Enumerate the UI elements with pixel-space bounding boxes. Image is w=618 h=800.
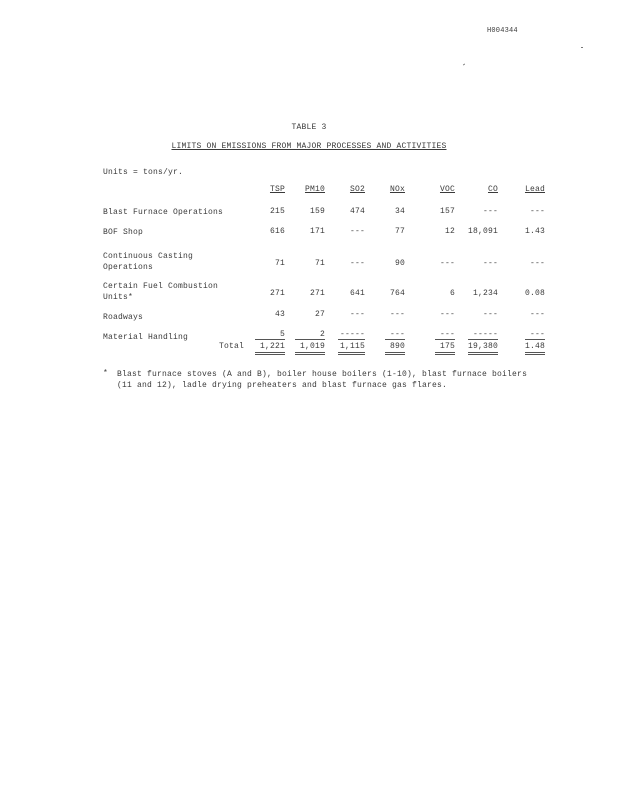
table-cell: 71 [274, 259, 285, 268]
units-note: Units = tons/yr. [103, 168, 184, 177]
footnote-text: Blast furnace stoves (A and B), boiler house boilers (1-10), blast furnace boilers (11 and 12), ladle drying preheaters and blast furnace gas flares. [117, 370, 528, 390]
row-label: Roadways [103, 313, 144, 322]
total-cell: 1,221 [259, 342, 285, 351]
column-header-lead: Lead [524, 185, 545, 194]
table-cell: 43 [274, 310, 285, 319]
column-header-nox: NOx [389, 185, 405, 194]
table-title: TABLE 3 [291, 123, 327, 132]
table-cell: 1.43 [524, 227, 545, 236]
total-cell: 1,019 [299, 342, 325, 351]
total-rule [295, 339, 325, 340]
table-cell: 71 [314, 259, 325, 268]
total-double-rule [468, 352, 498, 355]
table-cell: --- [439, 330, 455, 339]
table-cell: --- [529, 259, 545, 268]
document-id: H004344 [487, 27, 518, 35]
table-cell: 1,234 [472, 289, 498, 298]
total-double-rule [435, 352, 455, 355]
total-double-rule [255, 352, 285, 355]
total-double-rule [295, 352, 325, 355]
scan-speck [463, 63, 465, 65]
column-header-tsp: TSP [269, 185, 285, 194]
column-header-pm10: PM10 [304, 185, 325, 194]
total-double-rule [525, 352, 545, 355]
table-cell: 5 [279, 330, 285, 339]
total-rule [385, 339, 405, 340]
table-subtitle: LIMITS ON EMISSIONS FROM MAJOR PROCESSES AND ACTIVITIES [171, 142, 447, 151]
table-cell: --- [389, 310, 405, 319]
table-cell: 159 [309, 207, 325, 216]
table-cell: 77 [394, 227, 405, 236]
table-cell: --- [482, 310, 498, 319]
table-cell: --- [349, 227, 365, 236]
total-rule [338, 339, 365, 340]
table-cell: --- [389, 330, 405, 339]
table-cell: --- [439, 310, 455, 319]
table-cell: 6 [449, 289, 455, 298]
table-cell: 271 [269, 289, 285, 298]
table-cell: --- [349, 259, 365, 268]
table-cell: ----- [339, 330, 365, 339]
total-rule [435, 339, 455, 340]
table-cell: --- [482, 207, 498, 216]
total-cell: 1,115 [339, 342, 365, 351]
scan-speck [581, 47, 583, 48]
total-rule [468, 339, 498, 340]
table-cell: 171 [309, 227, 325, 236]
table-cell: 12 [444, 227, 455, 236]
column-header-voc: VOC [439, 185, 455, 194]
table-cell: --- [529, 207, 545, 216]
column-header-so2: SO2 [349, 185, 365, 194]
total-rule [525, 339, 545, 340]
table-cell: 27 [314, 310, 325, 319]
row-label: Continuous Casting Operations [103, 252, 194, 272]
table-cell: --- [482, 259, 498, 268]
table-cell: --- [439, 259, 455, 268]
total-cell: 19,380 [467, 342, 498, 351]
footnote-marker: * [103, 369, 109, 378]
row-label: BOF Shop [103, 228, 144, 237]
total-double-rule [385, 352, 405, 355]
table-cell: 34 [394, 207, 405, 216]
row-label: Certain Fuel Combustion Units* [103, 282, 219, 302]
table-cell: --- [529, 330, 545, 339]
table-cell: ----- [472, 330, 498, 339]
row-label: Blast Furnace Operations [103, 208, 224, 217]
table-cell: 215 [269, 207, 285, 216]
table-cell: 271 [309, 289, 325, 298]
column-header-co: CO [487, 185, 498, 194]
table-cell: 18,091 [467, 227, 498, 236]
table-cell: 641 [349, 289, 365, 298]
total-cell: 890 [389, 342, 405, 351]
total-double-rule [338, 352, 365, 355]
table-cell: 2 [319, 330, 325, 339]
total-cell: 175 [439, 342, 455, 351]
total-rule [255, 339, 285, 340]
row-label: Material Handling [103, 333, 189, 342]
table-cell: 157 [439, 207, 455, 216]
table-cell: 0.08 [524, 289, 545, 298]
table-cell: 90 [394, 259, 405, 268]
total-label: Total [219, 342, 245, 351]
table-cell: 616 [269, 227, 285, 236]
table-cell: --- [349, 310, 365, 319]
total-cell: 1.48 [524, 342, 545, 351]
table-cell: 764 [389, 289, 405, 298]
table-cell: --- [529, 310, 545, 319]
table-cell: 474 [349, 207, 365, 216]
